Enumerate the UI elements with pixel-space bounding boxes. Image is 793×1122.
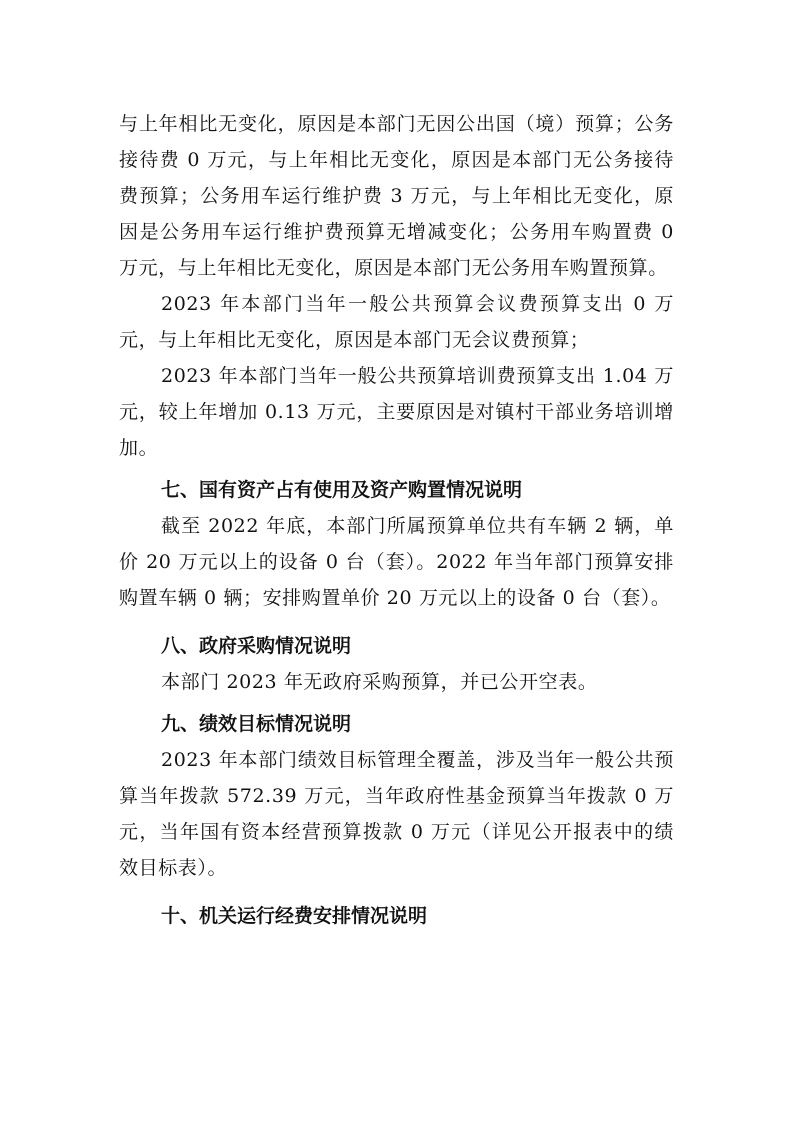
paragraph-training-fees: 2023 年本部门当年一般公共预算培训费预算支出 1.04 万元，较上年增加 0.13 万元，主要原因是对镇村干部业务培训增加。 [119,365,674,459]
paragraph-meeting-fees: 2023 年本部门当年一般公共预算会议费预算支出 0 万元，与上年相比无变化，原因是本部门无会议费预算； [119,293,674,351]
paragraph-assets: 截至 2022 年底，本部门所属预算单位共有车辆 2 辆，单价 20 万元以上的设备 0 台（套）。2022 年当年部门预算安排购置车辆 0 辆；安排购置单价 20 万元以上的设备 0 台（套）。 [119,515,674,609]
section-heading-7: 七、国有资产占有使用及资产购置情况说明 [161,479,523,501]
section-heading-9: 九、绩效目标情况说明 [161,713,352,735]
paragraph-official-expenses: 与上年相比无变化，原因是本部门无因公出国（境）预算；公务接待费 0 万元，与上年相比无变化，原因是本部门无公务接待费预算；公务用车运行维护费 3 万元，与上年相比无变化，原因是公务用车运行维护费预算无增减变化；公务用车购置费 0 万元，与上年相比无变化，原因是本部门无公务用车购置预算。 [119,113,674,279]
section-heading-10: 十、机关运行经费安排情况说明 [161,905,428,927]
paragraph-procurement: 本部门 2023 年无政府采购预算，并已公开空表。 [161,671,598,693]
paragraph-performance: 2023 年本部门绩效目标管理全覆盖，涉及当年一般公共预算当年拨款 572.39 万元，当年政府性基金预算当年拨款 0 万元，当年国有资本经营预算拨款 0 万元（详见公开报表中的绩效目标表）。 [119,749,674,879]
section-heading-8: 八、政府采购情况说明 [161,635,352,657]
